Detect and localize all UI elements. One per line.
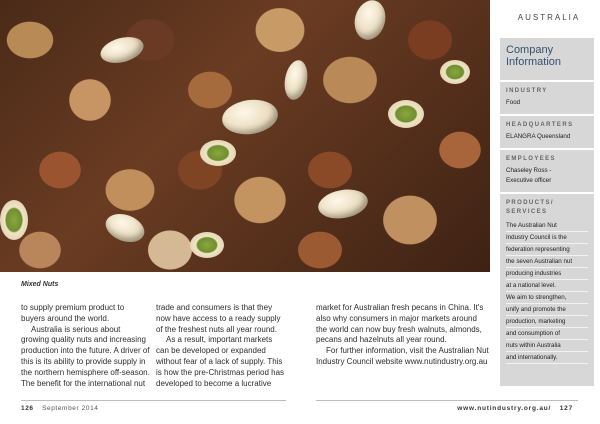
text-line: trade and consumers is that they	[156, 303, 273, 312]
value-line: We aim to strengthen,	[506, 292, 588, 304]
sidebar-title	[500, 44, 594, 82]
text-line: Industry Council website www.nutindustry.org.au	[316, 356, 488, 366]
section-label: EMPLOYEES	[506, 156, 556, 162]
almond-shell-shape	[316, 186, 370, 222]
sidebar-section-headquarters	[500, 116, 594, 150]
value-line: producing industries	[506, 268, 588, 280]
section-value	[506, 220, 588, 364]
value-line: and consumption of	[506, 328, 588, 340]
footer-rule-left	[21, 400, 286, 401]
almond-shell-shape	[282, 58, 311, 101]
value-line: the seven Australian nut	[506, 256, 588, 268]
pistachio-shape	[440, 60, 470, 84]
text-line: developed to become a lucrative	[156, 378, 272, 388]
value-line: Executive officer	[506, 177, 552, 184]
value-line: Industry Council is the	[506, 232, 588, 244]
sidebar-section-industry	[500, 82, 594, 116]
folio-left	[21, 405, 99, 412]
section-value: Food	[506, 99, 521, 106]
text-line: can be developed or expanded	[156, 346, 266, 356]
value-line: production, marketing	[506, 316, 588, 328]
running-head: AUSTRALIA	[517, 13, 581, 22]
value-line: nuts within Australia	[506, 340, 588, 352]
text-line: As a result, important markets	[166, 335, 273, 345]
section-value: ELANGRA Queensland	[506, 133, 571, 140]
sidebar-title-line: Information	[506, 56, 562, 68]
body-column-2	[156, 303, 288, 389]
page-number-right: 127	[559, 405, 573, 412]
text-line: the world can now buy fresh walnuts, almonds,	[316, 324, 482, 334]
text-line: production into the future. A driver of	[21, 346, 150, 356]
value-line: at a national level.	[506, 280, 588, 292]
text-line: now have access to a ready supply	[156, 313, 281, 323]
text-line: Australia is serious about	[31, 324, 121, 334]
almond-shell-shape	[350, 0, 389, 43]
text-line: pecans and hazelnuts all year round.	[316, 335, 447, 345]
body-column-1	[21, 303, 153, 389]
text-line: is how the pre-Christmas period has	[156, 367, 285, 377]
text-line: this is its ability to provide supply in	[21, 356, 146, 366]
text-line: For further information, visit the Australian Nut	[326, 346, 489, 356]
text-line: market for Australian fresh pecans in China. It's	[316, 303, 484, 312]
label-line: PRODUCTS/	[506, 200, 554, 206]
section-value	[506, 166, 588, 186]
text-line: growing quality nuts and increasing	[21, 335, 146, 345]
folio-right	[457, 405, 573, 412]
pistachio-shape	[388, 100, 424, 128]
pistachio-shape	[190, 232, 224, 258]
sidebar-section-products	[500, 194, 594, 370]
page-number-left: 126	[21, 405, 34, 412]
issue-date: September 2014	[42, 405, 99, 412]
pistachio-shape	[0, 200, 28, 240]
value-line: federation representing	[506, 244, 588, 256]
value-line: unify and promote the	[506, 304, 588, 316]
company-info-sidebar	[500, 38, 594, 386]
text-line: The benefit for the international nut	[21, 378, 146, 388]
almond-shell-shape	[102, 209, 148, 247]
value-line: The Australian Nut	[506, 220, 588, 232]
website-url: www.nutindustry.org.au/	[457, 405, 552, 412]
text-line: without fear of a lack of supply. This	[156, 356, 283, 366]
text-line: buyers around the world.	[21, 313, 110, 323]
almond-shell-shape	[98, 33, 147, 68]
body-column-3	[316, 303, 496, 368]
sidebar-title-line: Company	[506, 44, 554, 56]
text-line: to supply premium product to	[21, 303, 125, 312]
section-label: INDUSTRY	[506, 88, 548, 94]
text-line: of the freshest nuts all year round.	[156, 324, 277, 334]
text-line: also why consumers in major markets around	[316, 313, 477, 323]
sidebar-section-employees	[500, 150, 594, 194]
pistachio-shape	[200, 140, 236, 166]
footer-rule-right	[316, 400, 578, 401]
value-line: and internationally.	[506, 352, 588, 364]
section-label	[506, 199, 588, 217]
label-line: SERVICES	[506, 209, 548, 215]
photo-caption: Mixed Nuts	[21, 281, 59, 288]
section-label: HEADQUARTERS	[506, 122, 574, 128]
text-line: the northern hemisphere off-season.	[21, 367, 150, 377]
value-line: Chaseley Ross -	[506, 167, 552, 174]
almond-shell-shape	[220, 96, 280, 137]
